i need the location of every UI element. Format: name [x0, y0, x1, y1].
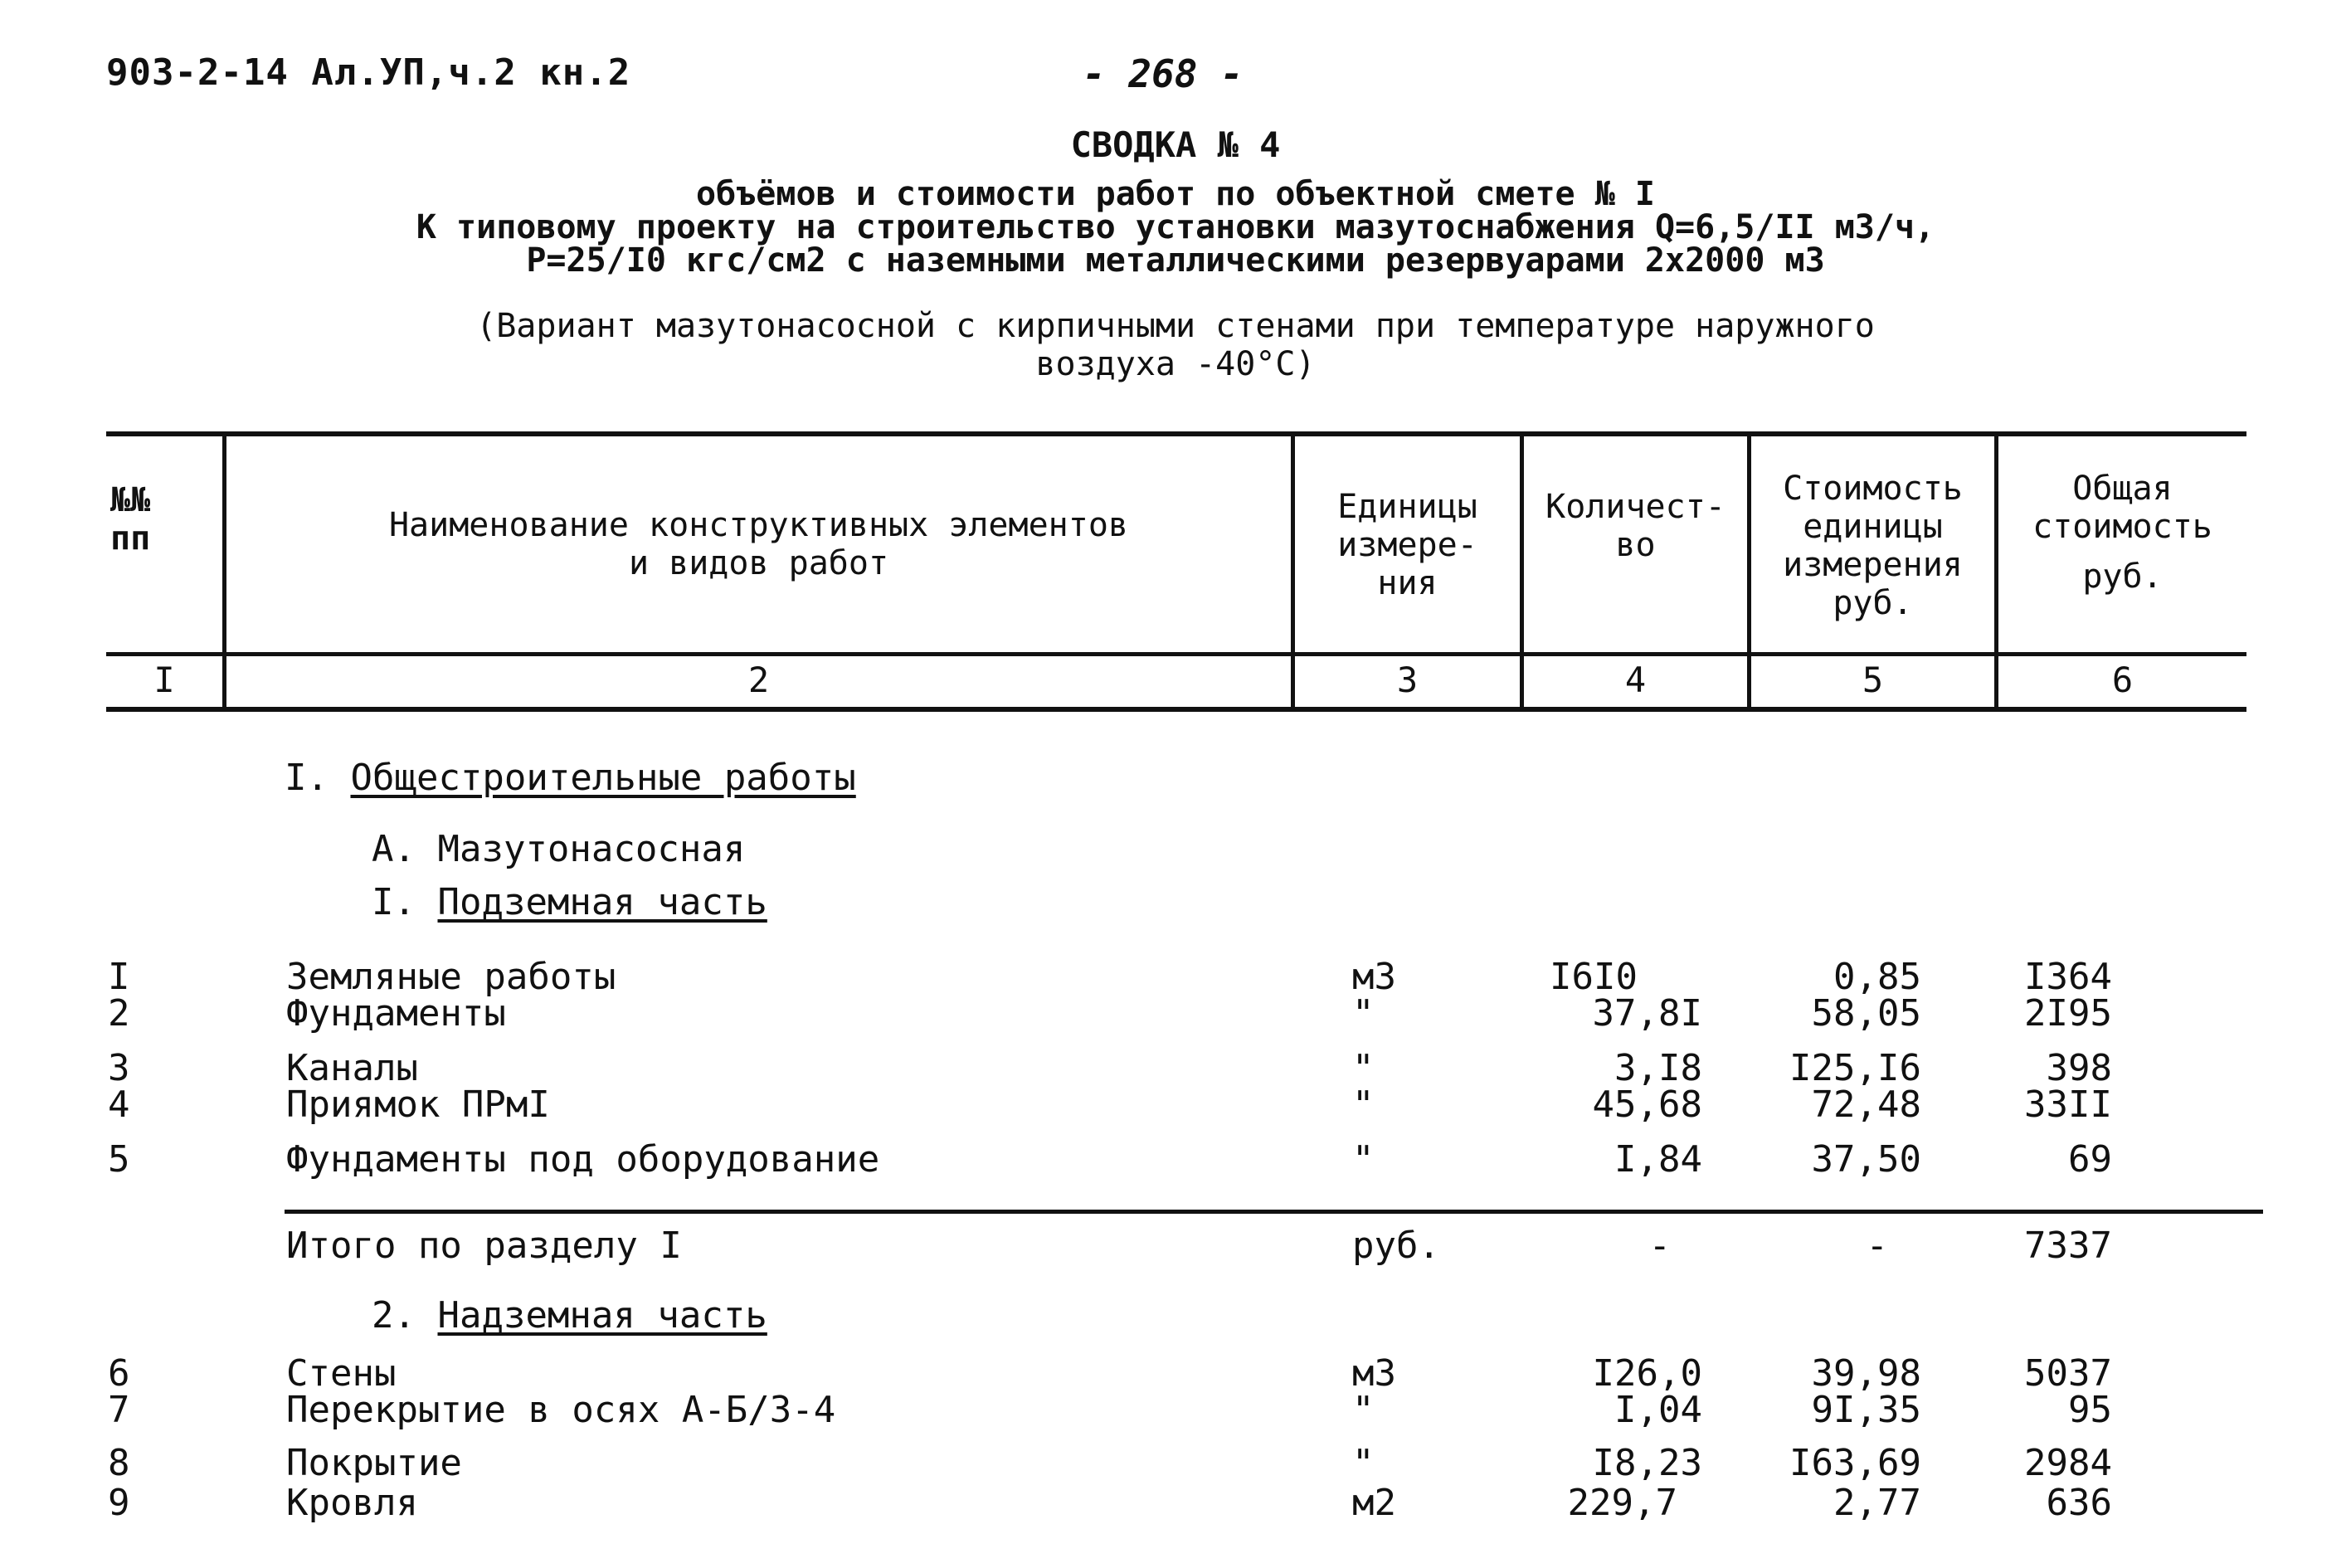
- row-unit: м3: [1352, 956, 1396, 998]
- part-number: I.: [372, 881, 416, 923]
- table-row: [0, 992, 2351, 1035]
- part-number: 2.: [372, 1294, 416, 1337]
- row-number: 7: [108, 1389, 130, 1431]
- row-name: Приямок ПРмI: [286, 1083, 550, 1126]
- row-unit-price: 39,98: [1811, 1352, 1921, 1395]
- subsection-heading: А. Мазутонасосная: [372, 828, 746, 870]
- row-quantity: I,84: [1614, 1138, 1702, 1181]
- header-quantity-line: во: [1615, 526, 1656, 564]
- column-number: 5: [1862, 660, 1884, 700]
- row-name: Фундаменты: [286, 992, 506, 1035]
- row-total: 33II: [2024, 1083, 2112, 1126]
- header-quantity-line: Количест-: [1545, 488, 1726, 526]
- row-number: 2: [108, 992, 130, 1035]
- row-unit: руб.: [1352, 1225, 1440, 1267]
- table-row: [0, 956, 2351, 998]
- row-total: 398: [2046, 1047, 2112, 1089]
- table-row: [0, 1047, 2351, 1089]
- row-quantity: I8,23: [1592, 1442, 1702, 1484]
- row-total: 7337: [2024, 1225, 2112, 1267]
- row-unit-price: 37,50: [1811, 1138, 1921, 1181]
- row-unit: ": [1352, 1389, 1375, 1431]
- section-number: I.: [285, 757, 329, 799]
- table-row: [0, 1083, 2351, 1126]
- header-name-line: и видов работ: [628, 544, 889, 582]
- section-title: Общестроительные работы: [350, 757, 856, 799]
- header-name: [226, 506, 1291, 582]
- document-code: 903-2-14 Ал.УП,ч.2 кн.2: [106, 51, 631, 94]
- summary-subtitle-block: [0, 175, 2351, 280]
- row-unit-price: 2,77: [1833, 1482, 1921, 1524]
- row-number: 9: [108, 1482, 130, 1524]
- row-quantity: -: [1648, 1225, 1671, 1267]
- column-number: 6: [2111, 660, 2134, 700]
- header-unit: [1295, 488, 1520, 602]
- table-top-border: [106, 431, 2246, 436]
- section-heading: [285, 757, 856, 799]
- row-name: Перекрытие в осях А-Б/3-4: [286, 1389, 836, 1431]
- header-unit-line: измере-: [1337, 526, 1477, 564]
- table-row: [0, 1442, 2351, 1484]
- row-unit-price: 58,05: [1811, 992, 1921, 1035]
- row-unit-price: I63,69: [1789, 1442, 1921, 1484]
- row-quantity: I6I0: [1550, 956, 1638, 998]
- row-name: Фундаменты под оборудование: [286, 1138, 880, 1181]
- header-unit-price: [1751, 470, 1994, 622]
- part-heading: [372, 881, 767, 923]
- row-total: I364: [2024, 956, 2112, 998]
- row-unit-price: 72,48: [1811, 1083, 1921, 1126]
- row-name: Стены: [286, 1352, 397, 1395]
- row-number: 4: [108, 1083, 130, 1126]
- row-unit: ": [1352, 1083, 1375, 1126]
- column-number: 2: [747, 660, 770, 700]
- part-title: Подземная часть: [437, 881, 767, 923]
- row-quantity: 229,7: [1567, 1482, 1677, 1524]
- header-total: [1998, 470, 2246, 596]
- row-quantity: 3,I8: [1614, 1047, 1702, 1089]
- row-name: Земляные работы: [286, 956, 616, 998]
- row-number: 6: [108, 1352, 130, 1395]
- subtotal-row: [0, 1225, 2351, 1267]
- summary-title: СВОДКА № 4: [1070, 124, 1281, 165]
- header-quantity: [1524, 488, 1747, 564]
- header-unit-line: Единицы: [1337, 488, 1477, 526]
- row-unit-price: 0,85: [1833, 956, 1921, 998]
- variant-note: [0, 307, 2351, 383]
- row-quantity: 37,8I: [1592, 992, 1702, 1035]
- row-total: 2984: [2024, 1442, 2112, 1484]
- row-name: Кровля: [286, 1482, 418, 1524]
- row-total: 69: [2068, 1138, 2112, 1181]
- header-total-line: стоимость: [2032, 508, 2212, 546]
- row-number: 8: [108, 1442, 130, 1484]
- header-number-line: пп: [110, 519, 151, 558]
- row-total: 2I95: [2024, 992, 2112, 1035]
- part-title: Надземная часть: [437, 1294, 767, 1337]
- row-unit: ": [1352, 1138, 1375, 1181]
- variant-note-line: (Вариант мазутонасосной с кирпичными стенами при температуре наружного: [476, 307, 1875, 345]
- header-unit-price-line: Стоимость: [1783, 470, 1963, 508]
- header-unit-price-line: единицы: [1803, 508, 1943, 546]
- column-number: 4: [1624, 660, 1647, 700]
- header-number: [106, 481, 226, 558]
- header-total-line: руб.: [2082, 558, 2163, 596]
- table-header-bottom-border: [106, 707, 2246, 712]
- summary-subtitle-line: объёмов и стоимости работ по объектной смете № I: [696, 175, 1655, 213]
- summary-subtitle-line: К типовому проекту на строительство установки мазутоснабжения Q=6,5/II м3/ч,: [416, 208, 1935, 246]
- header-number-line: №№: [110, 481, 151, 519]
- row-name: Покрытие: [286, 1442, 462, 1484]
- table-row: [0, 1482, 2351, 1524]
- row-quantity: I,04: [1614, 1389, 1702, 1431]
- table-row: [0, 1138, 2351, 1181]
- row-unit-price: -: [1866, 1225, 1888, 1267]
- row-unit: ": [1352, 1047, 1375, 1089]
- row-unit: ": [1352, 1442, 1375, 1484]
- page-number: - 268 -: [1083, 51, 1244, 96]
- row-total: 636: [2046, 1482, 2112, 1524]
- summary-subtitle-line: P=25/I0 кгс/см2 с наземными металлическими резервуарами 2х2000 м3: [526, 241, 1825, 280]
- row-unit: м2: [1352, 1482, 1396, 1524]
- row-total: 95: [2068, 1389, 2112, 1431]
- subtotal-divider: [285, 1210, 2263, 1214]
- column-number: 3: [1396, 660, 1419, 700]
- variant-note-line: воздуха -40°C): [1035, 345, 1316, 383]
- row-unit: м3: [1352, 1352, 1396, 1395]
- row-number: 5: [108, 1138, 130, 1181]
- header-unit-price-line: измерения: [1783, 546, 1963, 584]
- table-header-divider: [106, 652, 2246, 656]
- header-unit-price-line: руб.: [1833, 584, 1913, 622]
- column-number: I: [153, 660, 175, 700]
- row-number: I: [108, 956, 130, 998]
- header-name-line: Наименование конструктивных элементов: [388, 506, 1129, 544]
- row-name: Итого по разделу I: [286, 1225, 682, 1267]
- table-row: [0, 1389, 2351, 1431]
- row-quantity: 45,68: [1592, 1083, 1702, 1126]
- row-number: 3: [108, 1047, 130, 1089]
- table-row: [0, 1352, 2351, 1395]
- row-unit-price: 9I,35: [1811, 1389, 1921, 1431]
- header-total-line: Общая: [2072, 470, 2173, 508]
- part-heading: [372, 1294, 767, 1337]
- row-unit: ": [1352, 992, 1375, 1035]
- row-total: 5037: [2024, 1352, 2112, 1395]
- row-unit-price: I25,I6: [1789, 1047, 1921, 1089]
- row-quantity: I26,0: [1592, 1352, 1702, 1395]
- row-name: Каналы: [286, 1047, 418, 1089]
- header-unit-line: ния: [1377, 564, 1438, 602]
